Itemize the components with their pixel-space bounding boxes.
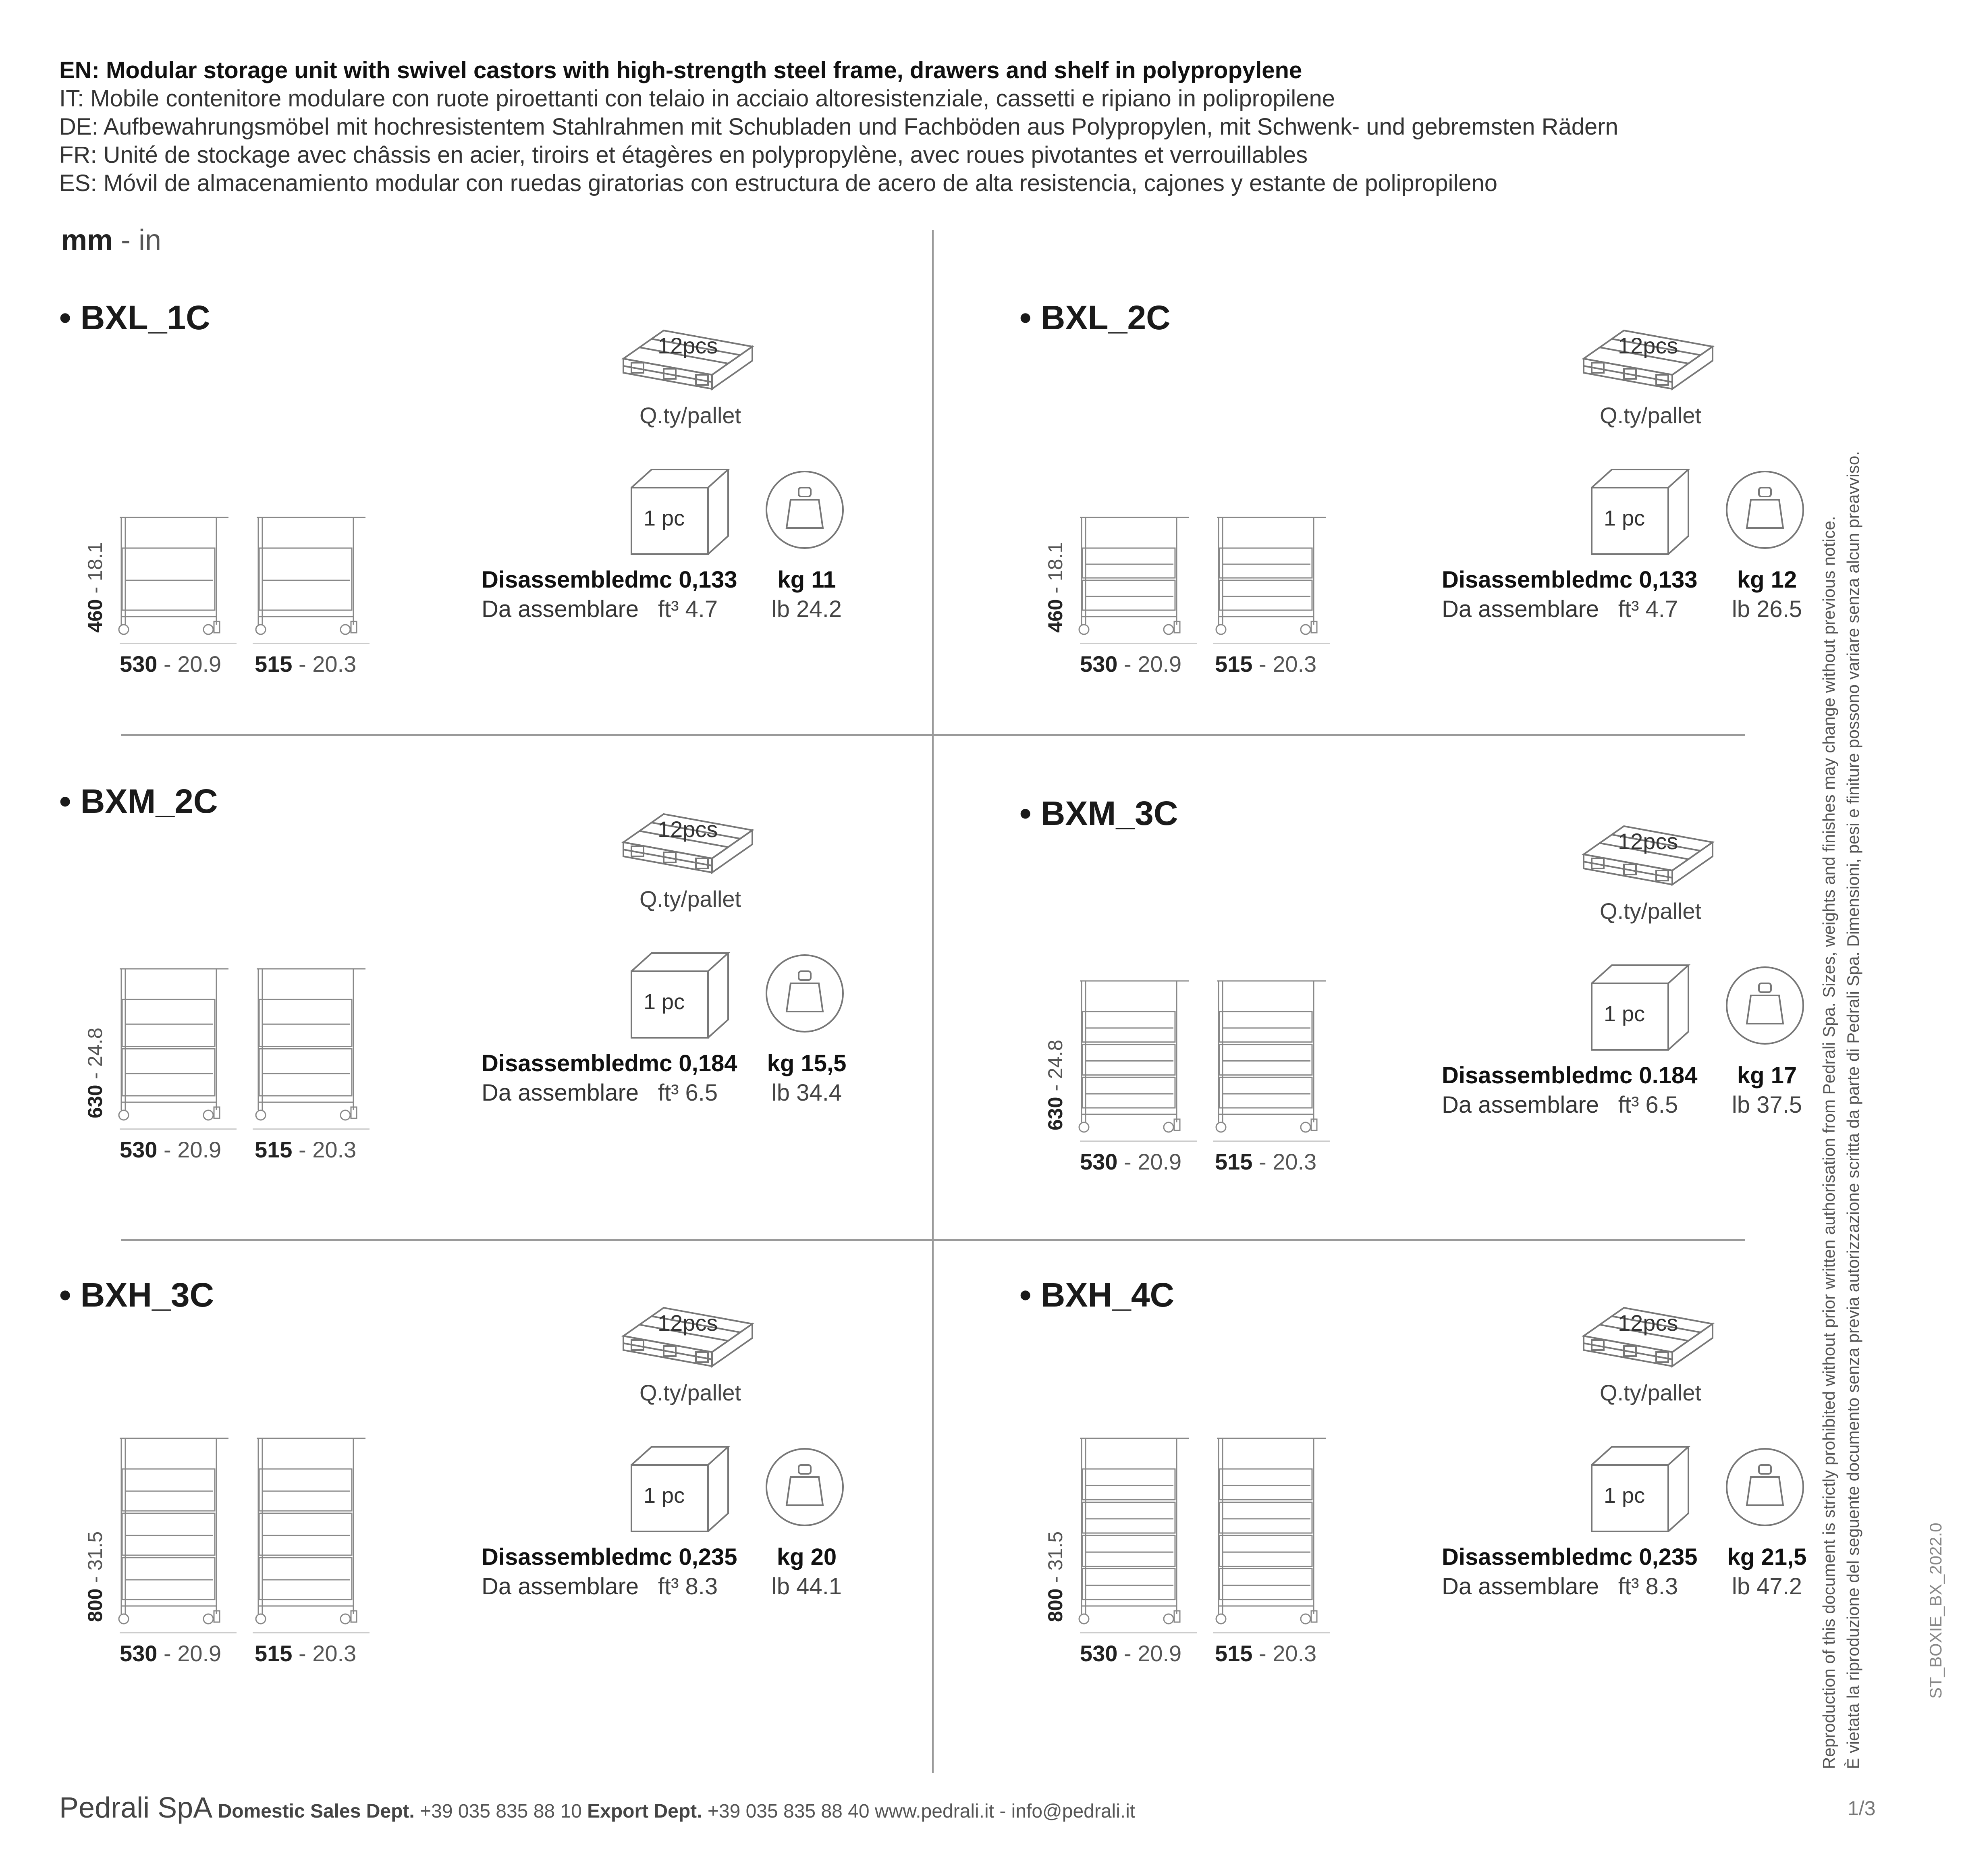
height-dimension (1044, 1531, 1067, 1622)
width-dash: - (157, 1137, 178, 1162)
side-note-en: Reproduction of this document is strictly prohibited without prior written authorisation from Pedrali Spa. Sizes, weights and finishes may change without previous notice. (1819, 516, 1838, 1769)
depth-dimension (1215, 651, 1316, 677)
depth-dash: - (1252, 651, 1273, 677)
title-es: ES: Móvil de almacenamiento modular con ruedas giratorias con estructura de acero de alta resistencia, cajones y estante de polipropileno (59, 170, 1497, 196)
disassembled-label: Disassembled (1442, 1544, 1599, 1570)
depth-mm: 515 (1215, 1149, 1253, 1174)
height-dimension (1044, 1040, 1067, 1130)
box-label: 1 pc (644, 990, 685, 1014)
pallet-qty: 12pcs (658, 816, 718, 842)
weight-lb: lb 24.2 (771, 596, 842, 622)
title-fr: FR: Unité de stockage avec châssis en acier, tiroirs et étagères en polypropylène, avec roues pivotantes et verrouillables (59, 142, 1308, 168)
width-dimension (1080, 1640, 1181, 1666)
volume-ft3: ft³ 4.7 (1618, 596, 1678, 622)
pallet-qty: 12pcs (1618, 1310, 1678, 1336)
weight-kg: kg 12 (1737, 567, 1797, 593)
disassembled-label: Disassembled (482, 1050, 639, 1076)
height-mm: 460 (84, 599, 106, 633)
width-in: 20.9 (1138, 1641, 1182, 1666)
footer-export-phone: +39 035 835 88 40 (702, 1801, 875, 1822)
pallet-qty: 12pcs (1618, 333, 1678, 358)
depth-dim-line (253, 1128, 370, 1130)
weight-icon (762, 467, 847, 552)
width-mm: 530 (1080, 651, 1118, 677)
width-dimension (120, 1136, 221, 1163)
disassembled-label: Disassembled (482, 1544, 639, 1570)
depth-mm: 515 (1215, 1641, 1253, 1666)
weight-lb: lb 34.4 (771, 1080, 842, 1106)
height-in: 31.5 (84, 1531, 106, 1571)
footer-domestic-phone: +39 035 835 88 10 (414, 1801, 588, 1822)
depth-in: 20.3 (1273, 1641, 1317, 1666)
depth-mm: 515 (1215, 651, 1253, 677)
depth-in: 20.3 (1273, 651, 1317, 677)
product-section (59, 298, 986, 774)
depth-dimension (1215, 1149, 1316, 1175)
height-in: 31.5 (1044, 1531, 1067, 1571)
qty-pallet-label: Q.ty/pallet (1600, 898, 1702, 924)
width-dimension (120, 651, 221, 677)
depth-dash: - (1252, 1149, 1273, 1174)
width-dash: - (1117, 1149, 1138, 1174)
front-view-drawing (1076, 516, 1193, 641)
disassembled-label: Disassembled (1442, 1062, 1599, 1089)
volume-ft3: ft³ 8.3 (1618, 1573, 1678, 1600)
volume-ft3: ft³ 4.7 (658, 596, 718, 622)
disassembled-label: Disassembled (482, 567, 639, 593)
weight-lb: lb 26.5 (1732, 596, 1802, 622)
da-assemblare-label: Da assemblare (1442, 596, 1599, 622)
height-dash: - (1044, 1571, 1067, 1589)
side-view-drawing (253, 516, 370, 641)
da-assemblare-label: Da assemblare (1442, 1092, 1599, 1118)
width-in: 20.9 (177, 1137, 222, 1162)
width-dimension (1080, 1149, 1181, 1175)
height-dash: - (84, 1067, 106, 1085)
depth-in: 20.3 (1273, 1149, 1317, 1174)
footer-brand: Pedrali SpA (59, 1792, 213, 1824)
depth-dash: - (292, 1641, 313, 1666)
weight-kg: kg 17 (1737, 1062, 1797, 1089)
da-assemblare-label: Da assemblare (482, 596, 639, 622)
front-view-drawing (116, 1437, 233, 1630)
weight-lb: lb 47.2 (1732, 1573, 1802, 1600)
volume-mc: mc 0,133 (1599, 567, 1698, 593)
height-in: 24.8 (1044, 1039, 1067, 1079)
disassembled-label: Disassembled (1442, 567, 1599, 593)
height-dash: - (1044, 581, 1067, 599)
front-view-drawing (116, 516, 233, 641)
da-assemblare-label: Da assemblare (482, 1573, 639, 1600)
height-mm: 460 (1044, 599, 1067, 633)
box-label: 1 pc (1604, 1483, 1645, 1508)
units-primary: mm (61, 224, 113, 256)
height-dimension (83, 1531, 107, 1622)
weight-icon (762, 1445, 847, 1529)
height-in: 24.8 (84, 1027, 106, 1067)
width-in: 20.9 (1138, 651, 1182, 677)
depth-dimension (255, 1136, 356, 1163)
qty-pallet-label: Q.ty/pallet (1600, 403, 1702, 428)
volume-mc: mc 0,235 (638, 1544, 737, 1570)
height-mm: 630 (1044, 1097, 1067, 1130)
weight-lb: lb 37.5 (1732, 1092, 1802, 1118)
depth-dim-line (253, 643, 370, 644)
width-in: 20.9 (1138, 1149, 1182, 1174)
box-label: 1 pc (1604, 506, 1645, 530)
width-in: 20.9 (177, 1641, 222, 1666)
width-in: 20.9 (177, 651, 222, 677)
pallet-qty: 12pcs (658, 333, 718, 358)
depth-dimension (255, 1640, 356, 1666)
weight-kg: kg 11 (777, 567, 836, 593)
height-dash: - (1044, 1079, 1067, 1097)
volume-mc: mc 0,235 (1599, 1544, 1698, 1570)
weight-icon (1723, 467, 1807, 552)
width-mm: 530 (1080, 1149, 1118, 1174)
depth-dash: - (292, 1137, 313, 1162)
width-dash: - (1117, 1641, 1138, 1666)
width-dimension (1080, 651, 1181, 677)
width-dim-line (120, 1632, 237, 1633)
doc-code: ST_BOXIE_BX_2022.0 (1926, 1523, 1945, 1699)
footer-domestic-label: Domestic Sales Dept. (218, 1801, 415, 1822)
height-dimension (1044, 542, 1067, 633)
volume-mc: mc 0,184 (638, 1050, 737, 1076)
box-label: 1 pc (1604, 1002, 1645, 1026)
product-section (1019, 1276, 1946, 1751)
width-dim-line (1080, 1632, 1197, 1633)
width-mm: 530 (120, 1137, 158, 1162)
height-mm: 800 (84, 1588, 106, 1622)
units-secondary: in (139, 224, 162, 256)
depth-in: 20.3 (312, 651, 357, 677)
depth-dimension (1215, 1640, 1316, 1666)
da-assemblare-label: Da assemblare (482, 1080, 639, 1106)
box-label: 1 pc (644, 506, 685, 530)
front-view-drawing (116, 967, 233, 1126)
side-view-drawing (253, 1437, 370, 1630)
depth-dim-line (1213, 643, 1330, 644)
qty-pallet-label: Q.ty/pallet (639, 1380, 741, 1405)
depth-dash: - (292, 651, 313, 677)
depth-in: 20.3 (312, 1137, 357, 1162)
da-assemblare-label: Da assemblare (1442, 1573, 1599, 1600)
side-view-drawing (1213, 979, 1330, 1138)
model-name: • BXL_1C (59, 299, 210, 337)
height-in: 18.1 (1044, 542, 1067, 582)
volume-mc: mc 0,133 (638, 567, 737, 593)
depth-dim-line (253, 1632, 370, 1633)
depth-mm: 515 (255, 651, 293, 677)
height-mm: 800 (1044, 1588, 1067, 1622)
width-mm: 530 (120, 651, 158, 677)
volume-ft3: ft³ 6.5 (1618, 1092, 1678, 1118)
depth-dimension (255, 651, 356, 677)
width-dim-line (120, 643, 237, 644)
footer-export-label: Export Dept. (587, 1801, 702, 1822)
product-section (59, 782, 986, 1257)
width-dash: - (1117, 651, 1138, 677)
volume-mc: mc 0.184 (1599, 1062, 1698, 1089)
units-separator: - (113, 224, 139, 256)
weight-icon (1723, 1445, 1807, 1529)
model-name: • BXH_3C (59, 1276, 214, 1314)
height-in: 18.1 (84, 542, 106, 582)
qty-pallet-label: Q.ty/pallet (639, 403, 741, 428)
footer-web: www.pedrali.it - info@pedrali.it (874, 1801, 1136, 1822)
height-dimension (83, 1028, 107, 1118)
weight-lb: lb 44.1 (771, 1573, 842, 1600)
pallet-qty: 12pcs (658, 1310, 718, 1336)
height-dash: - (84, 1571, 106, 1589)
side-note-it: È vietata la riproduzione del seguente documento senza previa autorizzazione scritta da parte di Pedrali Spa. Dimensioni, pesi e finiture possono variare senza alcun preavviso. (1844, 451, 1862, 1769)
width-dim-line (120, 1128, 237, 1130)
front-view-drawing (1076, 1437, 1193, 1630)
title-en: EN: Modular storage unit with swivel castors with high-strength steel frame, drawers and shelf in polypropylene (59, 57, 1302, 83)
title-de: DE: Aufbewahrungsmöbel mit hochresistentem Stahlrahmen mit Schubladen und Fachböden aus Polypropylen, mit Schwenk- und gebremsten Rädern (59, 114, 1618, 140)
depth-mm: 515 (255, 1137, 293, 1162)
title-it: IT: Mobile contenitore modulare con ruote piroettanti con telaio in acciaio altoresistenziale, cassetti e ripiano in polipropilene (59, 85, 1335, 112)
page-number: 1/3 (1848, 1797, 1876, 1820)
side-view-drawing (1213, 516, 1330, 641)
pallet-qty: 12pcs (1618, 829, 1678, 854)
product-section (1019, 794, 1946, 1269)
footer (59, 1791, 1135, 1824)
width-mm: 530 (1080, 1641, 1118, 1666)
width-mm: 530 (120, 1641, 158, 1666)
units-label (61, 224, 161, 257)
side-view-drawing (1213, 1437, 1330, 1630)
product-section (59, 1276, 986, 1751)
width-dash: - (157, 651, 178, 677)
depth-in: 20.3 (312, 1641, 357, 1666)
width-dash: - (157, 1641, 178, 1666)
qty-pallet-label: Q.ty/pallet (1600, 1380, 1702, 1405)
width-dim-line (1080, 1141, 1197, 1142)
product-section (1019, 298, 1946, 774)
weight-icon (762, 951, 847, 1036)
height-dash: - (84, 581, 106, 599)
weight-icon (1723, 963, 1807, 1048)
depth-dash: - (1252, 1641, 1273, 1666)
depth-mm: 515 (255, 1641, 293, 1666)
front-view-drawing (1076, 979, 1193, 1138)
qty-pallet-label: Q.ty/pallet (639, 886, 741, 912)
weight-kg: kg 21,5 (1727, 1544, 1807, 1570)
side-view-drawing (253, 967, 370, 1126)
height-mm: 630 (84, 1084, 106, 1118)
width-dim-line (1080, 643, 1197, 644)
model-name: • BXL_2C (1019, 299, 1171, 337)
volume-ft3: ft³ 8.3 (658, 1573, 718, 1600)
volume-ft3: ft³ 6.5 (658, 1080, 718, 1106)
model-name: • BXM_3C (1019, 794, 1178, 832)
depth-dim-line (1213, 1141, 1330, 1142)
model-name: • BXH_4C (1019, 1276, 1175, 1314)
weight-kg: kg 20 (776, 1544, 837, 1570)
weight-kg: kg 15,5 (767, 1050, 847, 1076)
depth-dim-line (1213, 1632, 1330, 1633)
model-name: • BXM_2C (59, 782, 218, 820)
height-dimension (83, 542, 107, 633)
box-label: 1 pc (644, 1483, 685, 1508)
width-dimension (120, 1640, 221, 1666)
